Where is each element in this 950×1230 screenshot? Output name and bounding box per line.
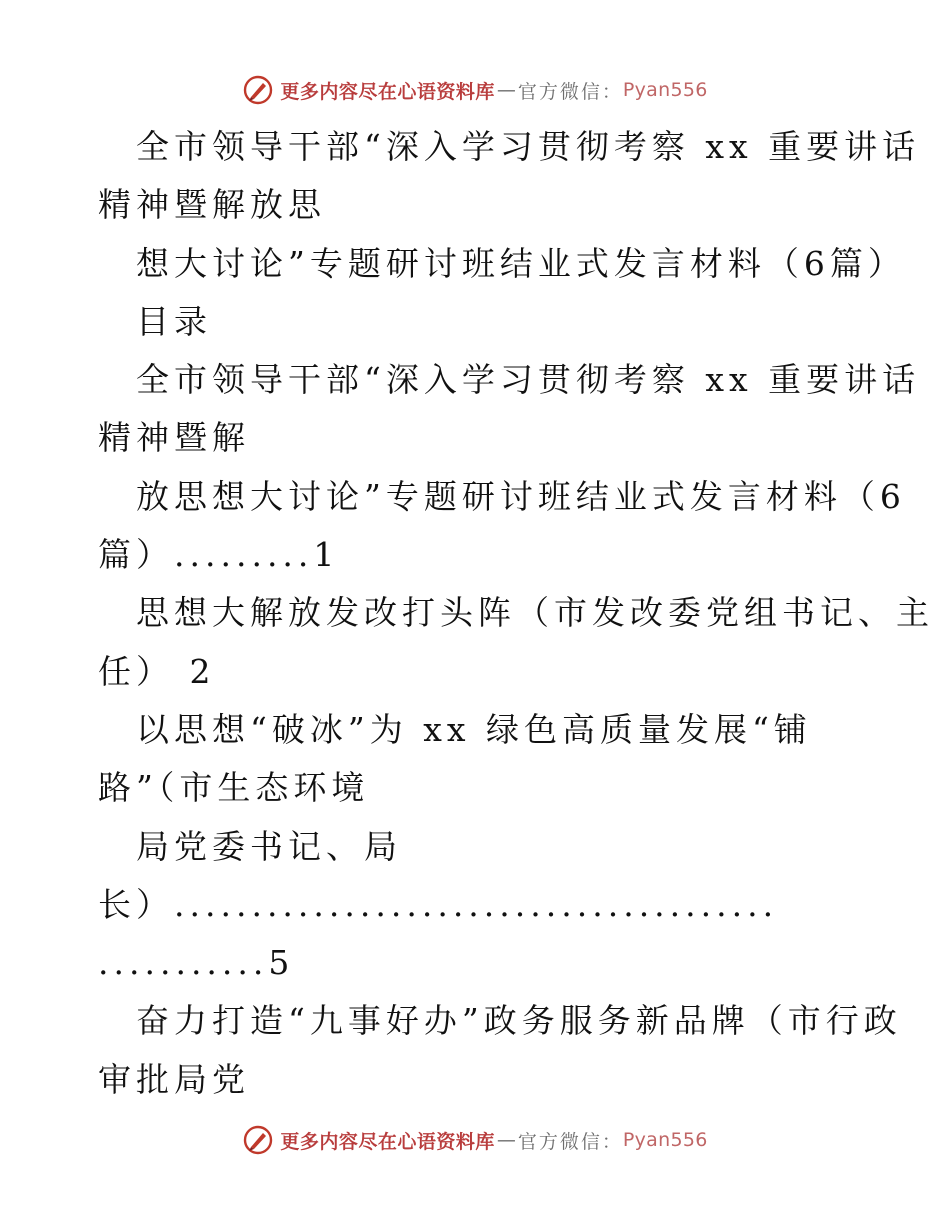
toc-entry-line: 精神暨解 [98, 418, 250, 458]
wechat-account: Pyan556 [622, 1129, 708, 1151]
text-line: 精神暨解放思 [98, 185, 326, 225]
toc-entry-line: 路”（市生态环境 [98, 768, 370, 808]
toc-heading: 目录 [136, 301, 212, 341]
document-body [98, 118, 934, 1109]
pen-logo-icon [242, 1124, 274, 1156]
toc-entry-line: 局党委书记、局 [136, 826, 402, 866]
separator-dash: — [496, 79, 516, 101]
official-label: 官方微信： [517, 1130, 623, 1153]
toc-entry-line: 任） 2 [98, 651, 216, 691]
wechat-account: Pyan556 [622, 79, 708, 101]
pen-logo-icon [242, 74, 274, 106]
separator-dash: — [496, 1129, 516, 1151]
toc-entry-line: 奋力打造“九事好办”政务服务新品牌（市行政 [136, 1001, 902, 1041]
toc-entry-line: 思想大解放发改打头阵（市发改委党组书记、主 [136, 593, 934, 633]
brand-text: 更多内容尽在心语资料库 [280, 1130, 495, 1153]
official-label: 官方微信： [517, 80, 623, 103]
toc-entry-line: 长）....................................... [98, 884, 779, 924]
toc-entry-line: 审批局党 [98, 1059, 250, 1099]
toc-entry-line: ...........5 [98, 943, 295, 983]
footer-watermark-banner [0, 1122, 950, 1158]
text-line: 想大讨论”专题研讨班结业式发言材料（6篇） [136, 243, 906, 283]
toc-entry-line: 篇）.........1 [98, 535, 340, 575]
header-watermark-banner [0, 72, 950, 108]
toc-entry-line: 以思想“破冰”为 xx 绿色高质量发展“铺 [136, 709, 812, 749]
text-line: 全市领导干部“深入学习贯彻考察 xx 重要讲话 [136, 127, 921, 166]
toc-entry-line: 放思想大讨论”专题研讨班结业式发言材料（6 [136, 476, 906, 516]
toc-entry-line: 全市领导干部“深入学习贯彻考察 xx 重要讲话 [136, 360, 921, 400]
brand-text: 更多内容尽在心语资料库 [280, 80, 495, 103]
